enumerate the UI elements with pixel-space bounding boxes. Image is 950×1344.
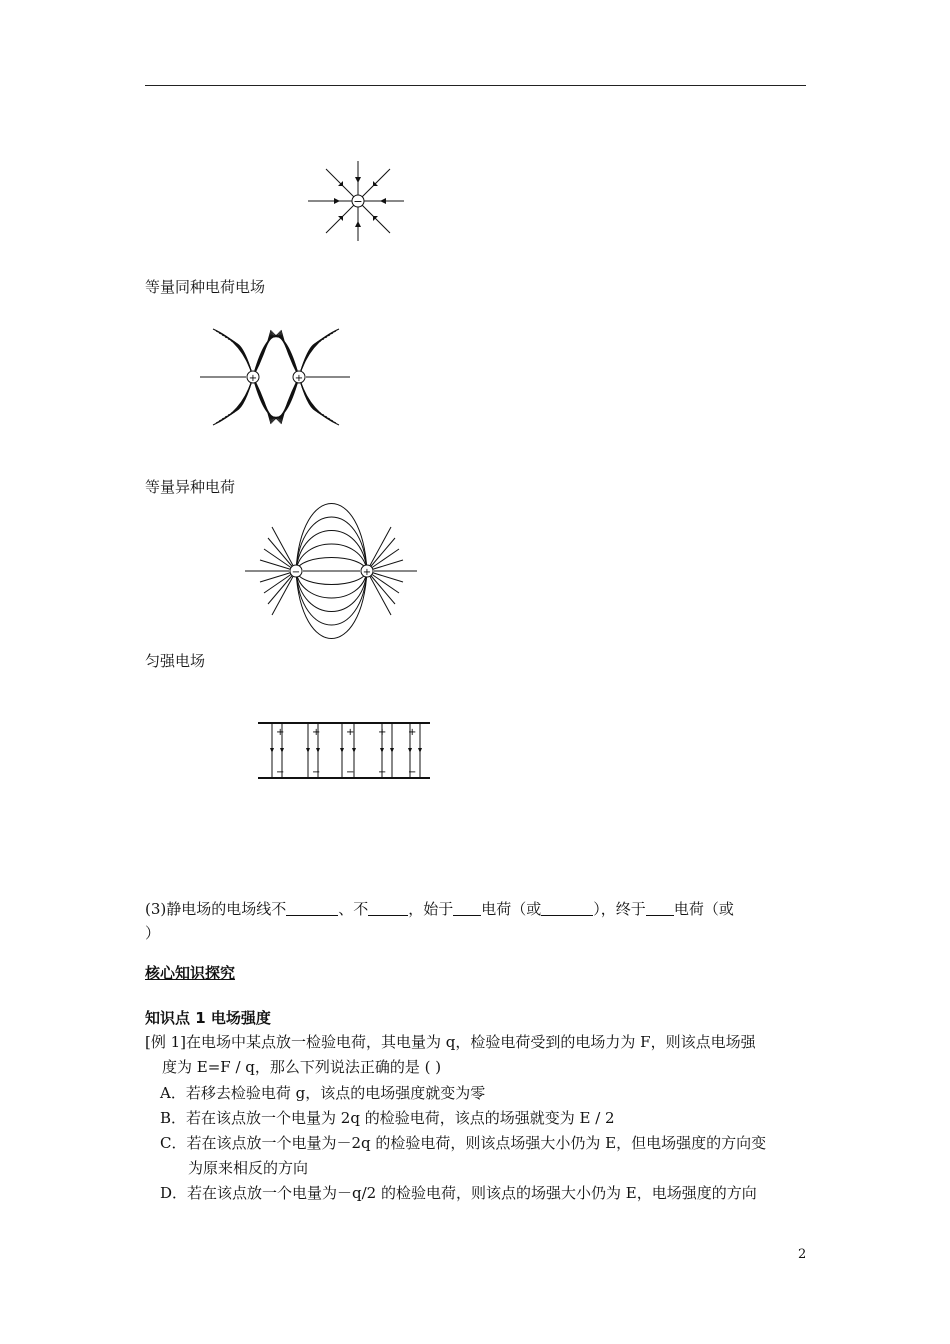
option-d[interactable]: D．若在该点放一个电量为－q/2 的检验电荷，则该点的场强大小仍为 E，电场强度的方向 <box>160 1184 757 1202</box>
option-b[interactable]: B．若在该点放一个电量为 2q 的检验电荷，该点的场强就变为 E / 2 <box>160 1109 615 1127</box>
field-arrow <box>280 748 284 753</box>
plate-positive-sign: + <box>276 727 285 738</box>
blank-1[interactable] <box>286 899 338 916</box>
plate-positive-sign: + <box>312 727 321 738</box>
example-line-2: 度为 E=F / q，那么下列说法正确的是 ( ) <box>162 1058 442 1076</box>
unlike-charges-field-figure <box>245 520 420 620</box>
field-line <box>299 339 324 377</box>
field-line <box>296 571 367 639</box>
field-arrow <box>270 748 274 753</box>
field-line <box>296 571 367 585</box>
field-line <box>299 377 330 419</box>
field-line <box>219 333 253 377</box>
field-line <box>213 329 253 377</box>
option-a[interactable]: A．若移去检验电荷 g，该点的电场强度就变为零 <box>160 1084 486 1102</box>
p3-text-1: (3)静电场的电场线不 <box>145 900 287 918</box>
like-charges-field-figure <box>200 322 360 432</box>
unlike-right-sign: + <box>362 567 372 578</box>
field-line <box>228 339 253 377</box>
field-arrow <box>306 748 310 753</box>
plate-positive-sign: + <box>408 727 417 738</box>
p3-text-3: ，始于 <box>408 900 454 918</box>
plate-positive-sign: + <box>346 727 355 738</box>
blank-3[interactable] <box>453 899 481 916</box>
field-line <box>222 335 253 377</box>
field-arrow <box>390 748 394 753</box>
blank-2[interactable] <box>368 899 408 916</box>
field-line <box>299 337 327 377</box>
field-line <box>299 333 333 377</box>
plate-negative-sign: − <box>312 767 321 778</box>
field-line <box>299 329 339 377</box>
unlike-charges-label: 等量异种电荷 <box>145 478 236 496</box>
field-line <box>299 377 333 421</box>
example-line-1: [例 1]在电场中某点放一检验电荷，其电量为 q，检验电荷受到的电场力为 F，则该点电场强 <box>145 1033 756 1051</box>
field-arrow <box>408 748 412 753</box>
field-line <box>274 337 299 377</box>
option-c-continued: 为原来相反的方向 <box>188 1159 309 1177</box>
plate-positive-sign: + <box>378 727 387 738</box>
field-line <box>299 335 330 377</box>
field-line <box>296 571 367 612</box>
unlike-left-sign: − <box>291 567 301 578</box>
section-title: 核心知识探究 <box>145 964 236 982</box>
field-line <box>253 337 278 377</box>
plate-negative-sign: − <box>346 767 355 778</box>
field-line <box>299 377 336 423</box>
field-arrow <box>380 748 384 753</box>
p3-text-2: 、不 <box>338 900 369 918</box>
field-arrow <box>352 748 356 753</box>
field-line <box>296 531 367 572</box>
field-line <box>216 331 253 377</box>
field-line <box>216 377 253 423</box>
knowledge-point-title: 知识点 1 电场强度 <box>145 1009 271 1027</box>
blank-5[interactable] <box>646 899 674 916</box>
field-line <box>213 377 253 425</box>
plate-negative-sign: − <box>378 767 387 778</box>
plate-negative-sign: − <box>408 767 417 778</box>
page-number: 2 <box>798 1247 807 1262</box>
field-line <box>299 377 339 425</box>
negative-charge-sign: − <box>353 195 363 208</box>
field-line <box>299 331 336 377</box>
p3-text-6: 电荷（或 <box>673 900 734 918</box>
paragraph-3 <box>145 897 734 921</box>
plate-negative-sign: − <box>276 767 285 778</box>
field-line <box>225 337 253 377</box>
field-arrow <box>418 748 422 753</box>
blank-4[interactable] <box>541 899 593 916</box>
field-arrow <box>316 748 320 753</box>
uniform-field-figure <box>258 718 438 788</box>
field-arrow <box>340 748 344 753</box>
p3-text-5: ），终于 <box>593 900 646 918</box>
like-left-sign: + <box>248 373 258 384</box>
p3-text-4: 电荷（或 <box>481 900 542 918</box>
uniform-field-label: 匀强电场 <box>145 652 206 670</box>
p3-close: ） <box>145 924 161 942</box>
field-line <box>296 504 367 572</box>
like-right-sign: + <box>294 373 304 384</box>
option-c[interactable]: C．若在该点放一个电量为－2q 的检验电荷，则该点场强大小仍为 E，但电场强度的方向变 <box>160 1134 767 1152</box>
like-charges-label: 等量同种电荷电场 <box>145 278 266 296</box>
field-line <box>296 558 367 572</box>
negative-charge-field-figure <box>308 156 408 246</box>
header-rule <box>145 85 806 86</box>
